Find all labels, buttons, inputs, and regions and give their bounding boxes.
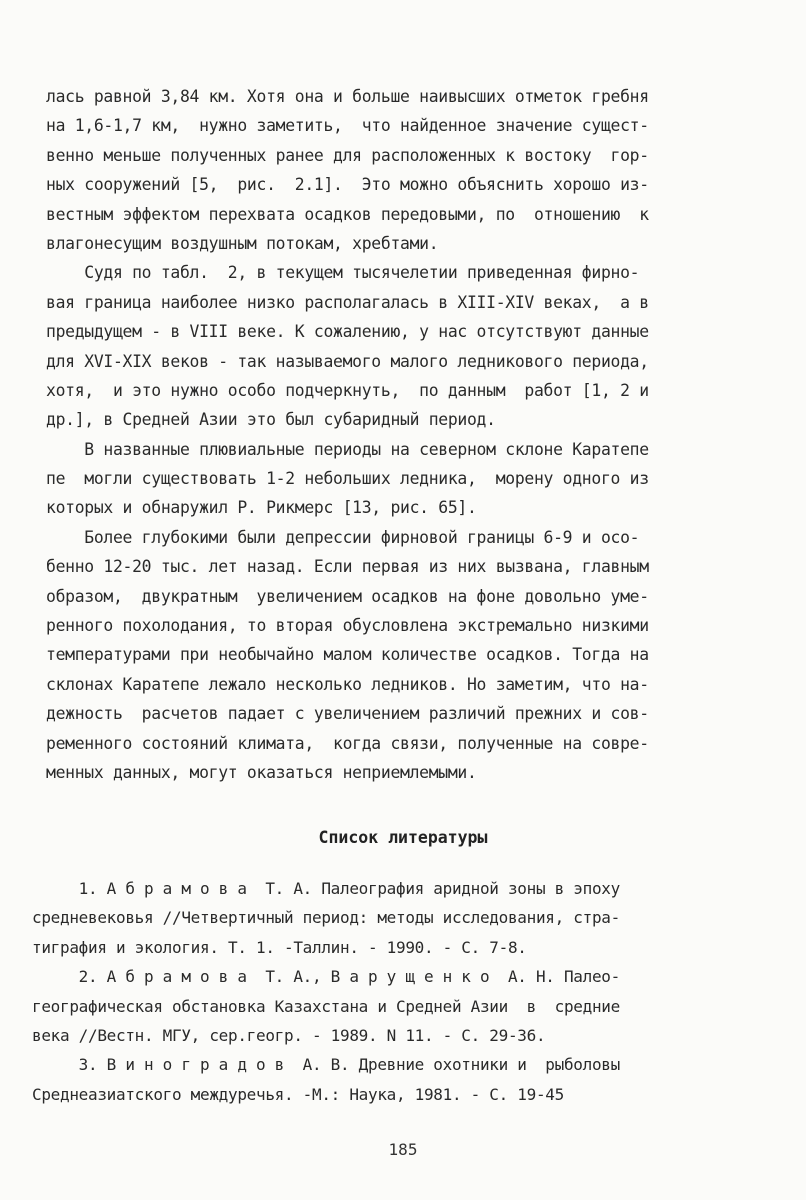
body-text [46,82,766,787]
text-line: пе могли существовать 1-2 небольших ледника, морену одного из [46,469,649,489]
text-line: Более глубокими были депрессии фирновой границы 6-9 и осо- [46,527,640,547]
reference-line: 2. А б р а м о в а Т. А., В а р у щ е н к о А. Н. Палео- [32,967,620,987]
reference-line: 3. В и н о г р а д о в А. В. Древние охотники и рыболовы [32,1055,620,1075]
reference-item [32,874,772,962]
text-line: венно меньше полученных ранее для расположенных к востоку гор- [46,145,649,165]
text-line: для XVI-XIX веков - так называемого малого ледникового периода, [46,351,649,371]
paragraph [46,82,766,258]
text-line: Судя по табл. 2, в текущем тысячелетии приведенная фирно- [46,263,640,283]
text-line: влагонесущим воздушным потокам, хребтами. [46,233,439,253]
text-line: склонах Каратепе лежало несколько ледников. Но заметим, что на- [46,674,649,694]
page-number: 185 [388,1140,418,1159]
reference-line: географическая обстановка Казахстана и Средней Азии в средние [32,996,620,1016]
references-heading: Список литературы [318,828,488,847]
reference-item [32,962,772,1050]
text-line: вестным эффектом перехвата осадков передовыми, по отношению к [46,204,649,224]
text-line: образом, двукратным увеличением осадков на фоне довольно уме- [46,586,649,606]
references-list [32,874,772,1109]
text-line: дежность расчетов падает с увеличением различий прежних и сов- [46,704,649,724]
paragraph [46,435,766,523]
text-line: хотя, и это нужно особо подчеркнуть, по данным работ [1, 2 и [46,380,649,400]
text-line: В названные плювиальные периоды на северном склоне Каратепе [46,439,649,459]
text-line: менных данных, могут оказаться неприемлемыми. [46,762,477,782]
text-line: бенно 12-20 тыс. лет назад. Если первая из них вызвана, главным [46,557,649,577]
text-line: лась равной 3,84 км. Хотя она и больше наивысших отметок гребня [46,87,649,106]
text-line: на 1,6-1,7 км, нужно заметить, что найденное значение сущест- [46,116,649,136]
reference-line: тиграфия и экология. Т. 1. -Таллин. - 1990. - С. 7-8. [32,937,527,957]
text-line: температурами при необычайно малом количестве осадков. Тогда на [46,645,649,665]
reference-line: Среднеазиатского междуречья. -М.: Наука, 1981. - С. 19-45 [32,1084,564,1104]
reference-line: века //Вестн. МГУ, сер.геогр. - 1989. N 11. - С. 29-36. [32,1025,546,1045]
text-line: др.], в Средней Азии это был субаридный период. [46,410,496,430]
text-line: ременного состояний климата, когда связи, полученные на совре- [46,733,649,753]
text-line: предыдущем - в VIII веке. К сожалению, у нас отсутствуют данные [46,322,649,342]
text-line: которых и обнаружил Р. Рикмерс [13, рис. 65]. [46,498,477,518]
reference-item [32,1050,772,1109]
text-line: вая граница наиболее низко располагалась в XIII-XIV веках, а в [46,292,649,312]
paragraph [46,523,766,788]
reference-line: 1. А б р а м о в а Т. А. Палеография аридной зоны в эпоху [32,879,620,898]
reference-line: средневековья //Четвертичный период: методы исследования, стра- [32,908,620,928]
paragraph [46,258,766,434]
text-line: ных сооружений [5, рис. 2.1]. Это можно объяснить хорошо из- [46,175,649,195]
text-line: ренного похолодания, то вторая обусловлена экстремально низкими [46,616,649,636]
